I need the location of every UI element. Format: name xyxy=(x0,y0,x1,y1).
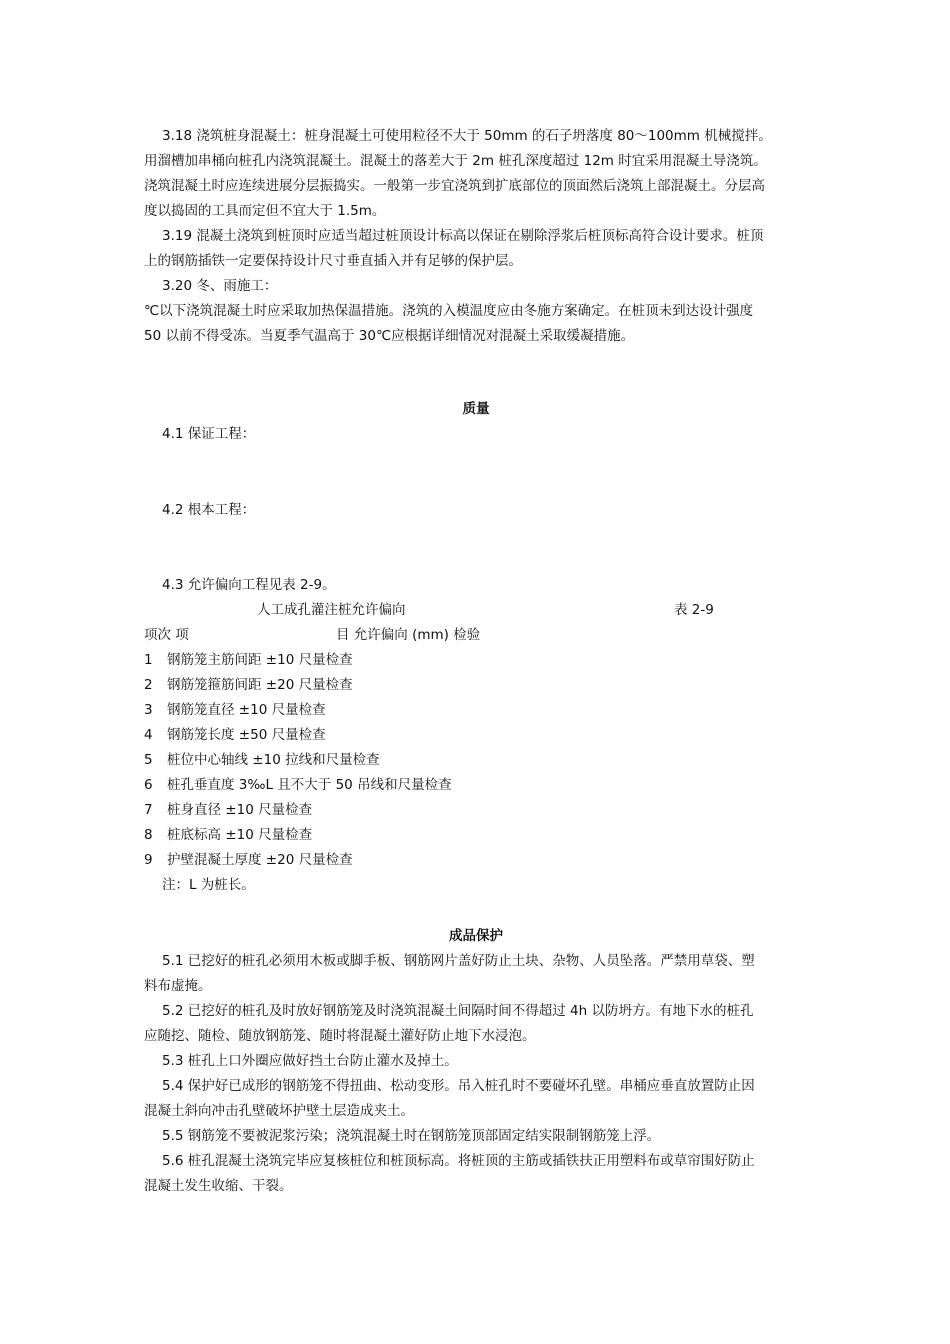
para-3-20-line3: 50 以前不得受冻。当夏季气温高于 30℃应根据详细情况对混凝土采取缓凝措施。 xyxy=(144,328,635,344)
row-text: 护壁混凝土厚度 ±20 尺量检查 xyxy=(167,852,353,868)
table-header-left: 项次 项 xyxy=(144,627,189,643)
table-row xyxy=(144,748,808,773)
row-text: 钢筋笼直径 ±10 尺量检查 xyxy=(167,702,326,718)
table-caption xyxy=(144,598,808,623)
row-text: 钢筋笼箍筋间距 ±20 尺量检查 xyxy=(167,677,353,693)
para-5-2: 5.2 已挖好的桩孔及时放好钢筋笼及时浇筑混凝土间隔时间不得超过 4h 以防坍方。有地下水的桩孔 xyxy=(162,1003,754,1019)
row-text: 钢筋笼主筋间距 ±10 尺量检查 xyxy=(167,652,353,668)
para-3-19: 3.19 混凝土浇筑到桩顶时应适当超过桩顶设计标高以保证在剔除浮浆后桩顶标高符合设计要求。桩顶 xyxy=(162,228,764,244)
para-3-18-line3: 浇筑混凝土时应连续进展分层振捣实。一般第一步宜浇筑到扩底部位的顶面然后浇筑上部混凝土。分层高 xyxy=(144,178,765,194)
para-3-20-line2: ℃以下浇筑混凝土时应采取加热保温措施。浇筑的入模温度应由冬施方案确定。在桩顶未到达设计强度 xyxy=(144,303,754,319)
para-5-6: 5.6 桩孔混凝土浇筑完毕应复核桩位和桩顶标高。将桩顶的主筋或插铁扶正用塑料布或草帘围好防止 xyxy=(162,1153,755,1169)
para-4-3: 4.3 允许偏向工程见表 2-9。 xyxy=(162,577,336,593)
row-text: 桩位中心轴线 ±10 拉线和尺量检查 xyxy=(167,752,380,768)
section-heading-quality: 质量 xyxy=(462,401,490,417)
para-3-20: 3.20 冬、雨施工： xyxy=(162,278,278,294)
para-3-18-line4: 度以捣固的工具而定但不宜大于 1.5m。 xyxy=(144,203,386,219)
table-row xyxy=(144,848,808,873)
row-number: 8 xyxy=(144,827,153,843)
para-5-5: 5.5 钢筋笼不要被泥浆污染；浇筑混凝土时在钢筋笼顶部固定结实限制钢筋笼上浮。 xyxy=(162,1128,661,1144)
row-text: 桩身直径 ±10 尺量检查 xyxy=(167,802,313,818)
row-number: 5 xyxy=(144,752,153,768)
para-4-1: 4.1 保证工程： xyxy=(162,426,256,442)
table-row xyxy=(144,823,808,848)
para-4-2: 4.2 根本工程： xyxy=(162,502,256,518)
table-caption-title: 人工成孔灌注桩允许偏向 xyxy=(257,602,406,618)
table-header xyxy=(144,623,808,648)
section-heading-product-protection: 成品保护 xyxy=(449,928,503,944)
document-page xyxy=(144,124,808,1199)
table-row xyxy=(144,698,808,723)
para-5-3: 5.3 桩孔上口外圈应做好挡土台防止灌水及掉土。 xyxy=(162,1053,458,1069)
row-number: 6 xyxy=(144,777,153,793)
para-5-6-line2: 混凝土发生收缩、干裂。 xyxy=(144,1178,293,1194)
table-row xyxy=(144,773,808,798)
row-text: 钢筋笼长度 ±50 尺量检查 xyxy=(167,727,326,743)
table-row xyxy=(144,648,808,673)
para-3-18-line2: 用溜槽加串桶向桩孔内浇筑混凝土。混凝土的落差大于 2m 桩孔深度超过 12m 时宜采用混凝土导浇筑。 xyxy=(144,153,767,169)
row-number: 7 xyxy=(144,802,153,818)
para-5-1-line2: 料布虚掩。 xyxy=(144,978,212,994)
para-3-18: 3.18 浇筑桩身混凝土：桩身混凝土可使用粒径不大于 50mm 的石子坍落度 80～100mm 机械搅拌。 xyxy=(162,128,772,144)
para-3-19-line2: 上的钢筋插铁一定要保持设计尺寸垂直插入并有足够的保护层。 xyxy=(144,253,522,269)
table-header-right: 目 允许偏向 (mm) 检验 xyxy=(336,627,481,643)
row-number: 3 xyxy=(144,702,153,718)
row-number: 2 xyxy=(144,677,153,693)
table-caption-number: 表 2-9 xyxy=(674,602,714,618)
para-5-4: 5.4 保护好已成形的钢筋笼不得扭曲、松动变形。吊入桩孔时不要碰坏孔壁。串桶应垂直放置防止因 xyxy=(162,1078,755,1094)
row-text: 桩底标高 ±10 尺量检查 xyxy=(167,827,313,843)
row-number: 4 xyxy=(144,727,153,743)
table-row xyxy=(144,798,808,823)
para-5-4-line2: 混凝土斜向冲击孔壁破坏护壁土层造成夹土。 xyxy=(144,1103,414,1119)
row-text: 桩孔垂直度 3‰L 且不大于 50 吊线和尺量检查 xyxy=(167,777,452,793)
para-5-2-line2: 应随挖、随检、随放钢筋笼、随时将混凝土灌好防止地下水浸泡。 xyxy=(144,1028,536,1044)
tolerance-table xyxy=(144,648,808,873)
row-number: 1 xyxy=(144,652,153,668)
table-row xyxy=(144,723,808,748)
para-5-1: 5.1 已挖好的桩孔必须用木板或脚手板、钢筋网片盖好防止土块、杂物、人员坠落。严禁用草袋、塑 xyxy=(162,953,755,969)
row-number: 9 xyxy=(144,852,153,868)
table-row xyxy=(144,673,808,698)
table-note: 注：L 为桩长。 xyxy=(162,877,255,893)
